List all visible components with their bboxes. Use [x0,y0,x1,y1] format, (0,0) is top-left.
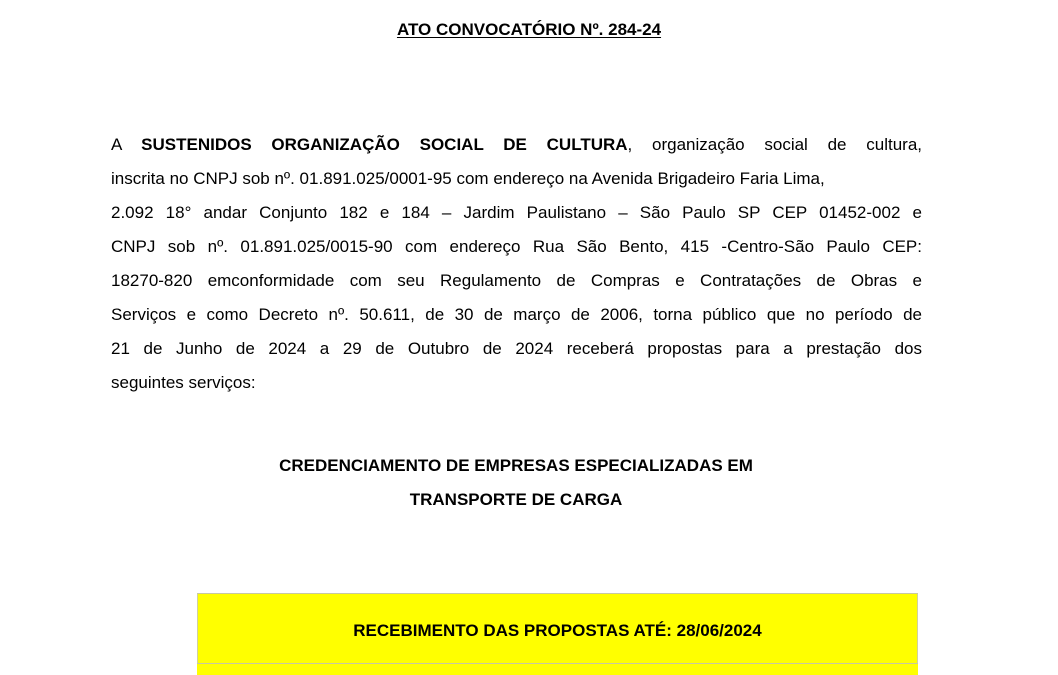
organization-name: SUSTENIDOS ORGANIZAÇÃO SOCIAL DE CULTURA [141,135,628,154]
paragraph-line-1-suffix: , organização social de cultura, [627,135,922,154]
deadline-banner-text: RECEBIMENTO DAS PROPOSTAS ATÉ: 28/06/2024 [353,621,762,640]
paragraph-line-3: 2.092 18° andar Conjunto 182 e 184 – Jardim Paulistano – São Paulo SP CEP 01452-002 e [111,203,922,222]
paragraph-line-6: Serviços e como Decreto nº. 50.611, de 30 de março de 2006, torna público que no período de [111,305,922,324]
banner-continuation [197,664,918,675]
subject-heading-line-1: CREDENCIAMENTO DE EMPRESAS ESPECIALIZADAS EM [279,456,753,475]
paragraph-line-8: seguintes serviços: [111,373,256,392]
intro-paragraph [111,128,922,400]
subject-heading-line-2: TRANSPORTE DE CARGA [409,490,623,509]
deadline-banner [197,593,918,664]
paragraph-line-5: 18270-820 emconformidade com seu Regulamento de Compras e Contratações de Obras e [111,271,922,290]
paragraph-line-7: 21 de Junho de 2024 a 29 de Outubro de 2024 receberá propostas para a prestação dos [111,339,922,358]
paragraph-line-1-prefix: A [111,135,142,154]
paragraph-line-2: inscrita no CNPJ sob nº. 01.891.025/0001-95 com endereço na Avenida Brigadeiro Faria Lima, [111,169,825,188]
document-title: ATO CONVOCATÓRIO Nº. 284-24 [396,20,662,39]
paragraph-line-4: CNPJ sob nº. 01.891.025/0015-90 com endereço Rua São Bento, 415 -Centro-São Paulo CEP: [111,237,922,256]
paragraph-line-1 [111,128,922,162]
